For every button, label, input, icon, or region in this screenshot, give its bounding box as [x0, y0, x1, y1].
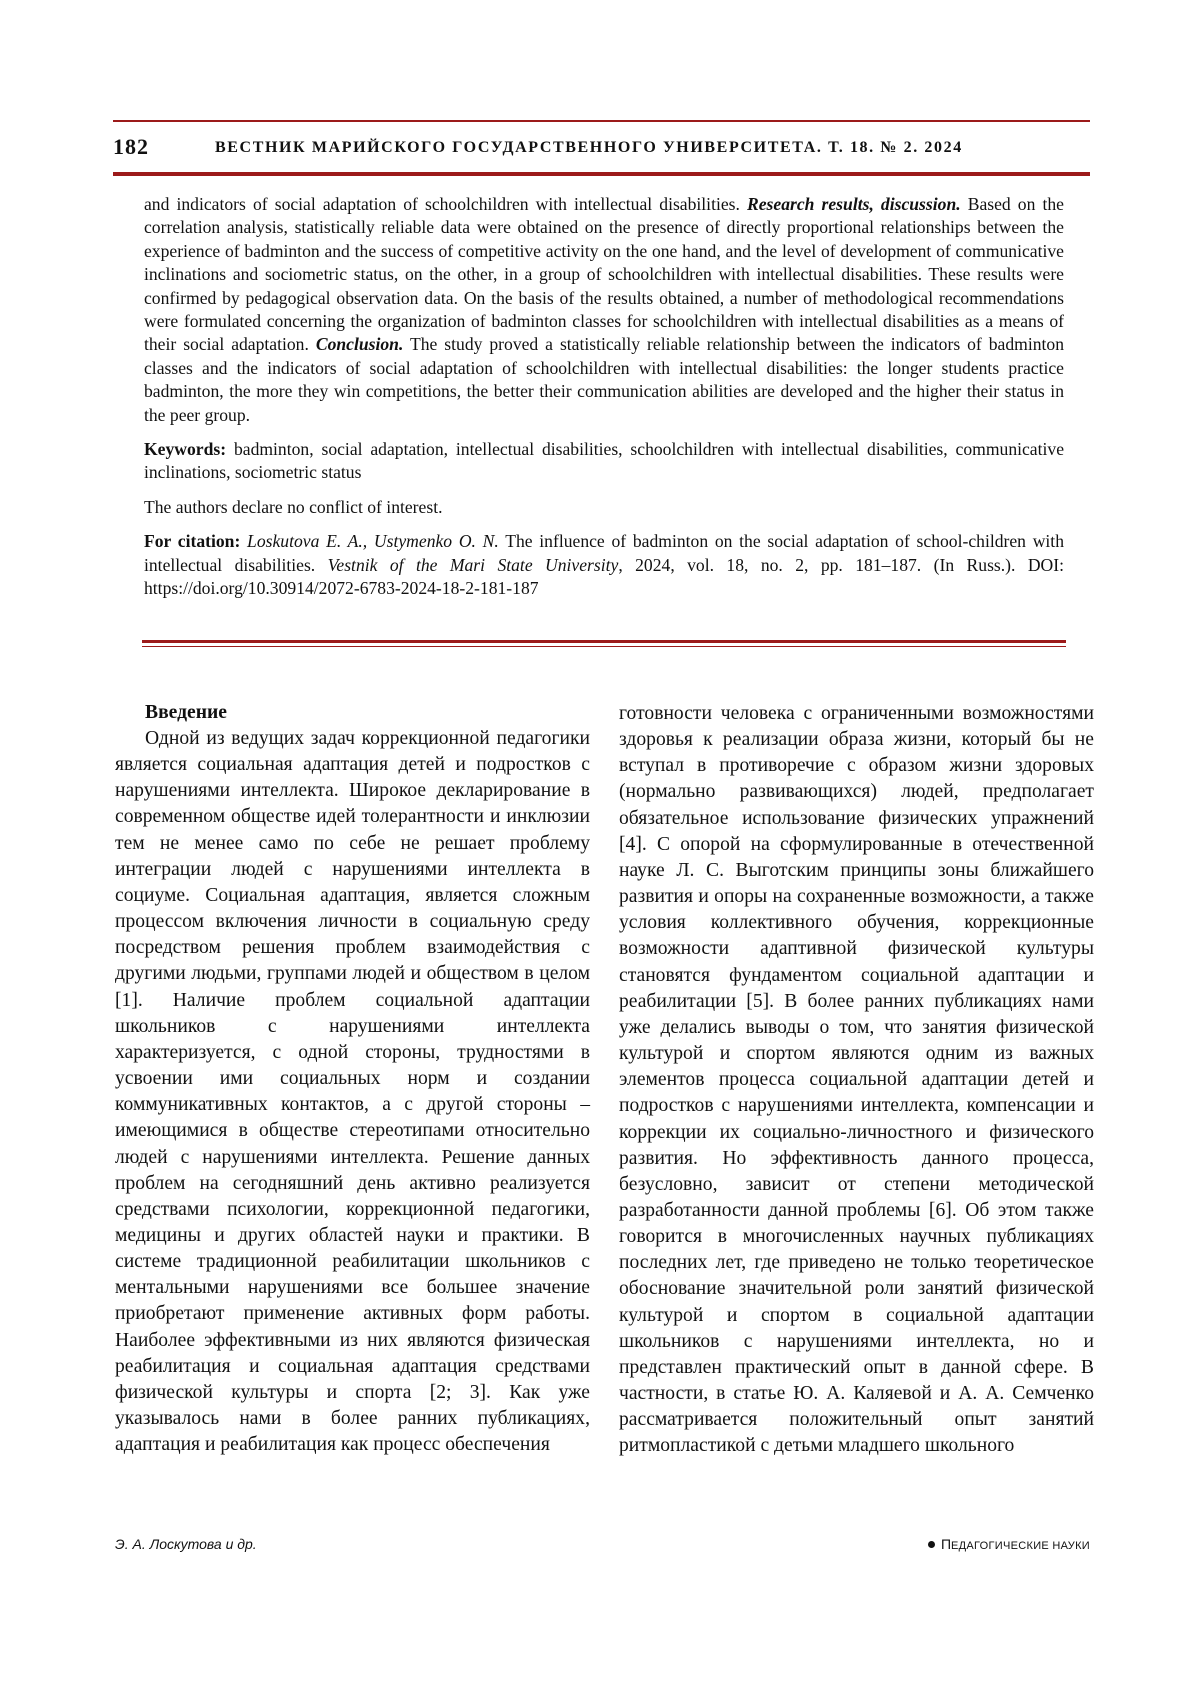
citation-label: For citation:	[144, 531, 241, 552]
citation-title: The influence of badminton on the social adaptation of school-children with intellectual disabilities.	[144, 531, 1064, 575]
header-bottom-rule	[113, 172, 1090, 176]
results-label: Research results, discussion.	[747, 194, 961, 214]
keywords-label: Keywords:	[144, 439, 227, 460]
abstract-separator-thick	[142, 640, 1066, 643]
conflict-statement: The authors declare no conflict of interest.	[144, 496, 443, 517]
citation-journal: Vestnik of the Mari State University	[327, 554, 619, 575]
keywords	[144, 438, 1064, 485]
right-column	[619, 701, 1094, 1460]
running-header	[113, 134, 1090, 168]
citation-authors: Loskutova E. A., Ustymenko O. N.	[247, 531, 499, 552]
keywords-text: badminton, social adaptation, intellectual disabilities, schoolchildren with intellectual disabilities, communicative inclinations, sociometric status	[144, 439, 1064, 483]
abstract-part-3: The study proved a statistically reliable relationship between the indicators of badminton classes and the indicators of social adaptation of schoolchildren with intellectual disabilities: the longer students practice badminton, the more they win competitions, the better their communication abilities are developed and the higher their status in the peer group.	[144, 334, 1064, 425]
citation-details: , 2024, vol. 18, no. 2, pp. 181–187. (In Russ.). DOI: https://doi.org/10.30914/2072-6783-2024-18-2-181-187	[144, 554, 1064, 599]
conclusion-label: Conclusion.	[315, 334, 404, 355]
footer-authors: Э. А. Лоскутова и др.	[115, 1536, 257, 1552]
abstract-part-1: and indicators of social adaptation of schoolchildren with intellectual disabilities.	[144, 194, 747, 214]
journal-title: ВЕСТНИК МАРИЙСКОГО ГОСУДАРСТВЕННОГО УНИВЕРСИТЕТА. Т. 18. № 2. 2024	[215, 139, 963, 156]
page-number: 182	[113, 134, 149, 159]
header-top-rule	[113, 120, 1090, 122]
abstract-separator-thin	[142, 646, 1066, 647]
abstract-block	[144, 193, 1064, 601]
right-column-text: готовности человека с ограниченными возможностями здоровья к реализации образа жизни, который бы не вступал в противоречие с образом жизни здоровых (нормально развивающихся) людей, предполагает обязательное использование физических упражнений [4]. С опорой на сформулированные в отечественной науке Л. С. Выготским принципы зоны ближайшего развития и опоры на сохраненные возможности, а также условия коллективного обучения, коррекционные возможности адаптивной физической культуры становятся фундаментом социальной адаптации и реабилитации [5]. В более ранних публикациях нами уже делались выводы о том, что занятия физической культурой и спортом являются одним из важных элементов процесса социальной адаптации детей и подростков с нарушениями интеллекта, компенсации и коррекции их социально-личностного и физического развития. Но эффективность данного процесса, безусловно, зависит от степени методической разработанности данной проблемы [6]. Об этом также говорится в многочисленных научных публикациях последних лет, где приведено не только теоретическое обоснование значительной роли занятий физической культурой и спортом в социальной адаптации школьников с нарушениями интеллекта, но и представлен практический опыт в данной сфере. В частности, в статье Ю. А. Каляевой и А. А. Семченко рассматривается положительный опыт занятий ритмопластикой с детьми младшего школьного	[619, 703, 1094, 1457]
footer-section-initial: П	[940, 1536, 951, 1552]
left-column-text: Одной из ведущих задач коррекционной педагогики является социальная адаптация детей и подростков с нарушениями интеллекта. Широкое декларирование в современном обществе идей толерантности и инклюзии тем не менее само по себе не решает проблему интеграции людей с нарушениями интеллекта в социуме. Социальная адаптация, является сложным процессом включения личности в социальную среду посредством решения проблем взаимодействия с другими людьми, группами людей и обществом в целом [1]. Наличие проблем социальной адаптации школьников с нарушениями интеллекта характеризуется, с одной стороны, трудностями в усвоении ими социальных норм и создании коммуникативных контактов, а с другой стороны – имеющимися в обществе стереотипами относительно людей с нарушениями интеллекта. Решение данных проблем на сегодняшний день активно реализуется средствами психологии, коррекционной педагогики, медицины и других областей науки и практики. В системе традиционной реабилитации школьников с ментальными нарушениями все большее значение приобретают применение активных форм работы. Наиболее эффективными из них являются физическая реабилитация и социальная адаптация средствами физической культуры и спорта [2; 3]. Как уже указывалось нами в более ранних публикациях, адаптация и реабилитация как процесс обеспечения	[115, 728, 590, 1456]
abstract-text	[144, 193, 1064, 427]
footer-section	[928, 1536, 1090, 1552]
left-column	[115, 700, 590, 1458]
page-footer	[115, 1536, 1090, 1558]
abstract-part-2: Based on the correlation analysis, statistically reliable data were obtained on the presence of directly proportional relationships between the experience of badminton and the success of competitive activity on the one hand, and the level of development of communicative inclinations and sociometric status, on the other, in a group of schoolchildren with intellectual disabilities. These results were confirmed by pedagogical observation data. On the basis of the results obtained, a number of methodological recommendations were formulated concerning the organization of badminton classes for schoolchildren with intellectual disabilities as a means of their social adaptation.	[144, 194, 1064, 355]
section-title: Введение	[145, 702, 227, 723]
footer-section-rest: ЕДАГОГИЧЕСКИЕ НАУКИ	[951, 1540, 1090, 1552]
citation	[144, 530, 1064, 600]
bullet-icon	[928, 1541, 935, 1548]
